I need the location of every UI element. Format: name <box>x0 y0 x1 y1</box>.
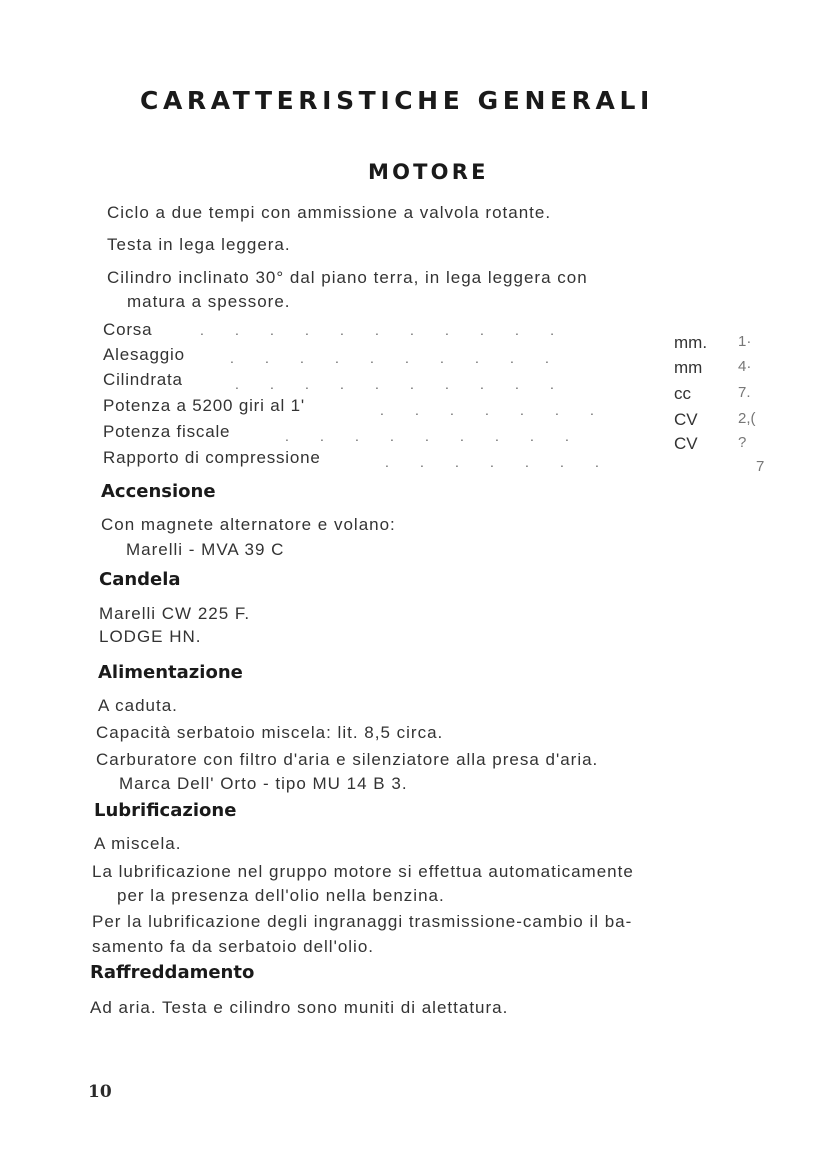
spec-unit: CV <box>674 410 698 429</box>
intro-line: matura a spessore. <box>127 292 291 311</box>
spec-label: Rapporto di compressione <box>103 448 321 467</box>
text-line: Marelli - MVA 39 C <box>126 540 285 559</box>
text-line: Con magnete alternatore e volano: <box>101 515 396 534</box>
text-line: Ad aria. Testa e cilindro sono muniti di alettatura. <box>90 998 509 1017</box>
spec-label: Alesaggio <box>103 345 185 364</box>
page-number: 10 <box>88 1082 112 1102</box>
page-title: CARATTERISTICHE GENERALI <box>140 86 654 115</box>
leader-dots: . . . . . . . . . . <box>235 376 554 392</box>
spec-unit: CV <box>674 434 698 453</box>
spec-value: 1· <box>738 333 752 350</box>
section-title-motore: MOTORE <box>368 160 489 184</box>
spec-unit: mm. <box>674 333 708 352</box>
spec-value: 7 <box>756 458 765 475</box>
heading-accensione: Accensione <box>101 481 216 502</box>
spec-value: ? <box>738 434 747 451</box>
spec-label: Potenza a 5200 giri al 1' <box>103 396 305 415</box>
intro-line: Cilindro inclinato 30° dal piano terra, in lega leggera con <box>107 268 588 287</box>
spec-unit: mm <box>674 358 703 377</box>
leader-dots: . . . . . . . <box>385 454 599 470</box>
intro-line: Testa in lega leggera. <box>107 235 291 254</box>
leader-dots: . . . . . . . . . <box>285 428 569 444</box>
spec-label: Corsa <box>103 320 153 339</box>
text-line: A caduta. <box>98 696 178 715</box>
text-line: samento fa da serbatoio dell'olio. <box>92 937 375 956</box>
spec-unit: cc <box>674 384 691 403</box>
text-line: Carburatore con filtro d'aria e silenziatore alla presa d'aria. <box>96 750 599 769</box>
intro-line: Ciclo a due tempi con ammissione a valvola rotante. <box>107 203 552 222</box>
text-line: La lubrificazione nel gruppo motore si effettua automaticamente <box>92 862 634 881</box>
text-line: Marca Dell' Orto - tipo MU 14 B 3. <box>119 774 408 793</box>
heading-candela: Candela <box>99 569 181 590</box>
leader-dots: . . . . . . . . . . . <box>200 322 554 338</box>
text-line: Marelli CW 225 F. <box>99 604 251 623</box>
spec-value: 4· <box>738 358 752 375</box>
text-line: A miscela. <box>94 834 182 853</box>
text-line: Capacità serbatoio miscela: lit. 8,5 circa. <box>96 723 444 742</box>
spec-value: 7. <box>738 384 751 401</box>
heading-alimentazione: Alimentazione <box>98 662 243 683</box>
spec-label: Potenza fiscale <box>103 422 231 441</box>
leader-dots: . . . . . . . . . . <box>230 350 549 366</box>
spec-value: 2,( <box>738 410 756 427</box>
heading-raffreddamento: Raffreddamento <box>90 962 255 983</box>
text-line: per la presenza dell'olio nella benzina. <box>117 886 445 905</box>
text-line: LODGE HN. <box>99 627 202 646</box>
leader-dots: . . . . . . . <box>380 402 594 418</box>
spec-label: Cilindrata <box>103 370 183 389</box>
text-line: Per la lubrificazione degli ingranaggi trasmissione-cambio il ba- <box>92 912 633 931</box>
heading-lubrificazione: Lubrificazione <box>94 800 237 821</box>
